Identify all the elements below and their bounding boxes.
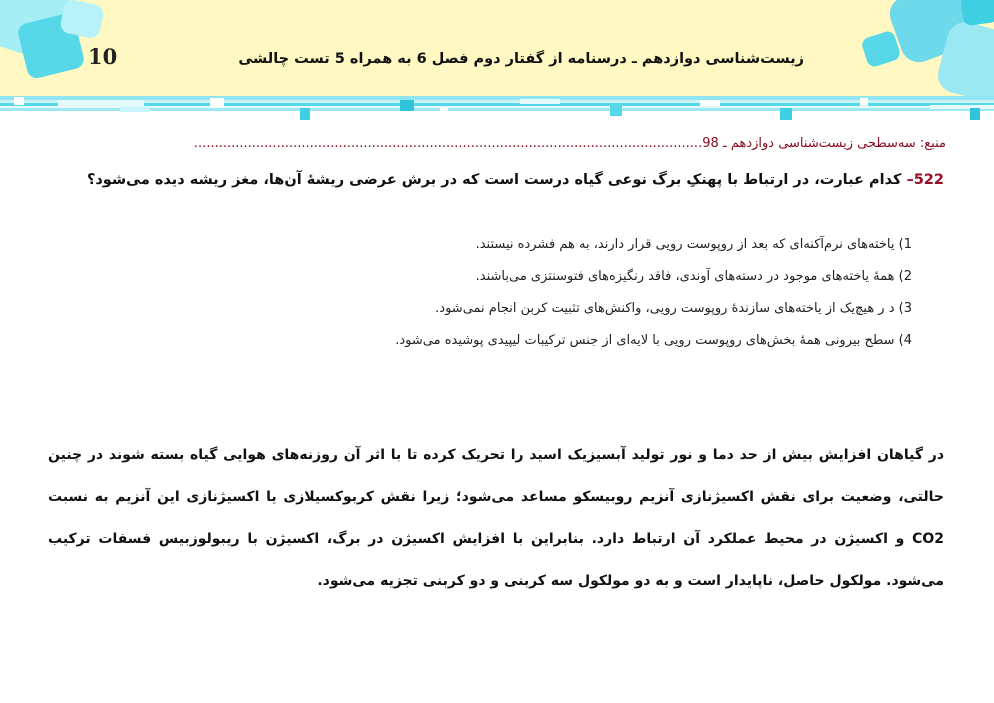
decorative-stripes xyxy=(0,96,994,122)
source-line xyxy=(48,136,946,156)
explanation-paragraph: در گیاهان افزایش بیش از حد دما و نور تولید آبسیزیک اسید را تحریک کرده تا با اثر آن روزنه‌های هوایی گیاه بسته شوند در چنین حالتی، وضعیت برای نقش اکسیژنازی آنزیم روبیسکو مساعد می‌شود؛ زیرا نقش کربوکسیلازی یا اکسیژنازی این آنزیم به نسبت CO2 و اکسیژن در محیط عملکرد آن ارتباط دارد. بنابراین با افزایش اکسیژن در برگ، اکسیژن با ریبولوزبیس فسفات ترکیب می‌شود. مولکول حاصل، ناپایدار است و به دو مولکول سه کربنی و دو کربنی تجزیه می‌شود. xyxy=(48,447,944,589)
page-number: 10 xyxy=(88,44,118,69)
question-number: 522– xyxy=(906,172,944,188)
option-1[interactable]: 1) یاخته‌های نرم‌آکنه‌ای که بعد از روپوست رویی قرار دارند، به هم فشرده نیستند. xyxy=(475,237,912,252)
option-4[interactable]: 4) سطح بیرونی همهٔ بخش‌های روپوست رویی با لایه‌ای از جنس ترکیبات لیپیدی پوشیده می‌شود. xyxy=(395,333,912,348)
question xyxy=(48,164,944,196)
option-2[interactable]: 2) همهٔ یاخته‌های موجود در دسته‌های آوندی، فاقد رنگیزه‌های فتوسنتزی می‌باشند. xyxy=(475,269,912,284)
source-dots: ........................................................................................................................... xyxy=(193,136,703,151)
option-3[interactable]: 3) د ر هیچ‌یک از یاخته‌های سازندهٔ روپوست رویی، واکنش‌های تثبیت کربن انجام نمی‌شود. xyxy=(435,301,912,316)
page-header xyxy=(0,0,994,96)
source-label: منبع: سه‌سطحی زیست‌شناسی دوازدهم ـ 98 xyxy=(702,136,946,151)
page-title: زیست‌شناسی دوازدهم ـ درسنامه از گفتار دوم فصل 6 به همراه 5 تست چالشی xyxy=(238,51,804,67)
question-text: کدام عبارت، در ارتباط با پهنکِ برگ نوعی گیاه درست است که در برش عرضی ریشهٔ آن‌ها، مغز ریشه دیده می‌شود؟ xyxy=(86,172,902,188)
decorative-square xyxy=(960,0,994,26)
answer-options xyxy=(240,234,912,362)
